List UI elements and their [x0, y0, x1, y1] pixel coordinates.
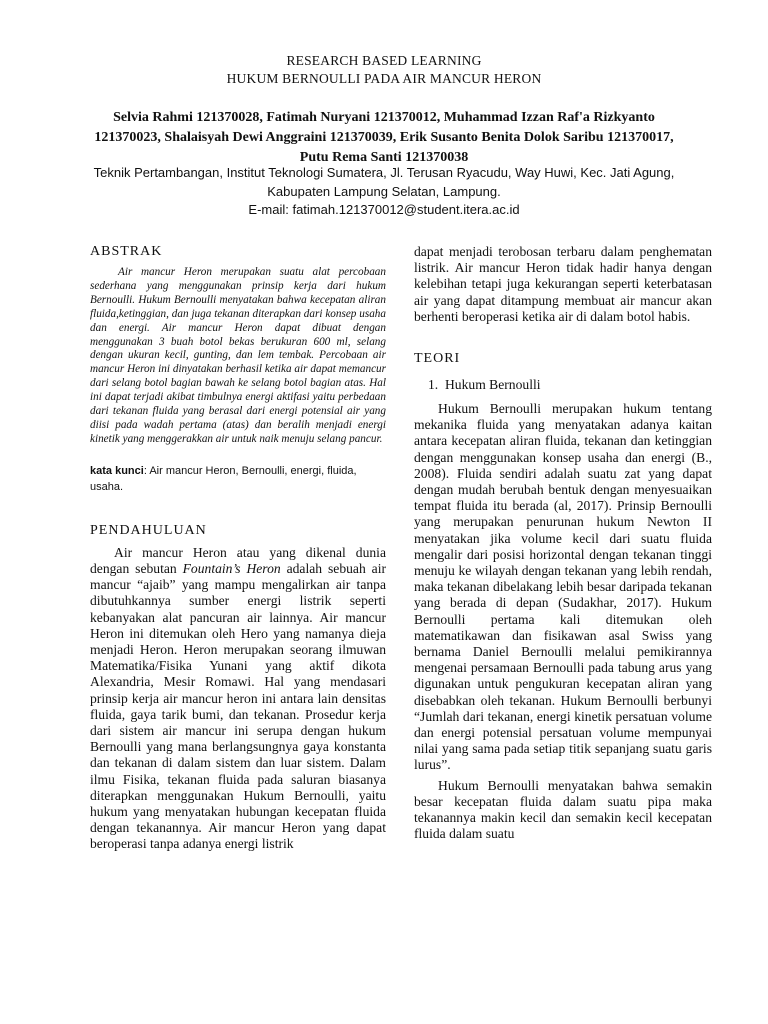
abstract-heading: ABSTRAK [90, 244, 163, 259]
pendahuluan-heading: PENDAHULUAN [90, 522, 207, 538]
keywords-text: : Air mancur Heron, Bernoulli, energi, fluida, usaha. [90, 464, 357, 493]
abstract-text: Air mancur Heron merupakan suatu alat percobaan sederhana yang menggunakan prinsip kerja dari hukum Bernoulli. Hukum Bernoulli menyatakan bahwa kecepatan aliran fluida,ketinggian, dan juga tekanan diterapkan dari konsep usaha dan energi. Air mancur Heron dapat dibuat dengan menggunakan 3 buah botol bekas berukuran 600 ml, selang dengan ukuran kecil, gunting, dan lem tembak. Percobaan air mancur Heron ini dinyatakan berhasil ketika air dapat memancur dari selang botol bagian bawah ke selang botol bagian atas. Hal ini dapat terjadi akibat timbulnya energi aktifasi yaitu perbedaan dari tekanan fluida yang berasal dari energi potensial air yang diisi pada wadah pertama (atas) dan beralih menjadi energi kinetik yang menggerakkan air untuk naik menuju selang pancur. [90, 266, 386, 445]
list-item-hukum-bernoulli: 1. Hukum Bernoulli [428, 377, 541, 393]
pendahuluan-continuation: dapat menjadi terobosan terbaru dalam penghematan listrik. Air mancur Heron tidak hadir hanya dengan kelebihan tetapi juga kekurangan seperti keterbatasan air yang dapat ditampung membuat air mancur akan berhenti beroperasi ketika air di dalam botol habis. [414, 244, 712, 324]
pendahuluan-paragraph [90, 545, 386, 853]
title-block [60, 52, 708, 88]
right-column [414, 244, 712, 843]
pendahuluan-text-start: Air mancur Heron atau yang dikenal dunia dengan sebutan [90, 544, 386, 576]
keywords [90, 463, 386, 495]
affiliation: Teknik Pertambangan, Institut Teknologi Sumatera, Jl. Terusan Ryacudu, Way Huwi, Kec. Jati Agung, Kabupaten Lampung Selatan, Lampung. [93, 165, 675, 199]
email: E-mail: fatimah.121370012@student.itera.ac.id [248, 202, 520, 217]
fountains-heron-term: Fountain’s Heron [182, 560, 281, 576]
paper-title-line-1: RESEARCH BASED LEARNING [286, 53, 482, 68]
pendahuluan-text-end: adalah sebuah air mancur “ajaib” yang mampu mengalirkan air tanpa dibutuhkannya sumber energi listrik seperti kebanyakan alat pancuran air lainnya. Air mancur Heron ini ditemukan oleh Hero yang namanya dieja menjadi Heron. Heron merupakan seorang ilmuwan Matematika/Fisika Yunani yang aktif dikota Alexandria, Mesir Romawi. Hal yang mendasari prinsip kerja air mancur heron ini antara lain densitas fluida, gaya tarik bumi, dan tekanan. Prosedur kerja dari sistem air mancur ini serupa dengan hukum Bernoulli yang mana berlangsungnya gaya konstanta dan tekanan di dalam sistem dan luar sistem. Dalam ilmu Fisika, tekanan fluida pada saluran biasanya diterapkan menggunakan Hukum Bernoulli, yaitu hukum yang menyatakan hubungan kecepatan fluida dengan tekanannya. Air mancur Heron yang dapat beroperasi tanpa adanya energi listrik [90, 560, 386, 852]
affiliation-block [92, 164, 676, 220]
paper-title-line-2: HUKUM BERNOULLI PADA AIR MANCUR HERON [226, 71, 542, 86]
teori-heading: TEORI [414, 351, 461, 367]
left-column [90, 244, 386, 853]
teori-paragraph-1: Hukum Bernoulli merupakan hukum tentang mekanika fluida yang menyatakan adanya kaitan antara kecepatan aliran fluida, tekanan dan ketinggian dengan menggunakan konsep usaha dan energi (B., 2008). Fluida sendiri adalah suatu zat yang dapat dengan mudah berubah bentuk dengan menyesuaikan tempat fluida itu berada (al, 2017). Prinsip Bernoulli yang merupakan penurunan hukum Newton II menyatakan jika volume kecil dari suatu fluida mengalir dari posisi horizontal dengan tekanan tinggi menuju ke wilayah dengan tekanan yang lebih rendah, maka tekanan dibelakang lebih besar daripada tekanan yang berada di depan (Sudakhar, 2017). Hukum Bernoulli pertama kali ditemukan oleh matematikawan dan fisikawan asal Swiss yang bernama Daniel Bernoulli melalui pemikirannya mengenai persamaan Bernoulli pada tabung arus yang digunakan untuk pengukuran kecepatan aliran yang disebabkan oleh tekanan. Hukum Bernoulli berbunyi “Jumlah dari tekanan, energi kinetik persatuan volume dan energi potensial persatuan volume mempunyai nilai yang sama pada setiap titik sepanjang suatu garis lurus”. [414, 401, 712, 773]
keywords-label: kata kunci [90, 464, 144, 477]
teori-paragraph-2: Hukum Bernoulli menyatakan bahwa semakin besar kecepatan fluida dalam suatu pipa maka tekanannya makin kecil dan semakin kecil kecepatan fluida dalam suatu [414, 777, 712, 842]
author-list: Selvia Rahmi 121370028, Fatimah Nuryani 121370012, Muhammad Izzan Raf'a Rizkyanto 121370023, Shalaisyah Dewi Anggraini 121370039, Erik Susanto Benita Dolok Saribu 121370017, Putu Rema Santi 121370038 [94, 110, 674, 165]
